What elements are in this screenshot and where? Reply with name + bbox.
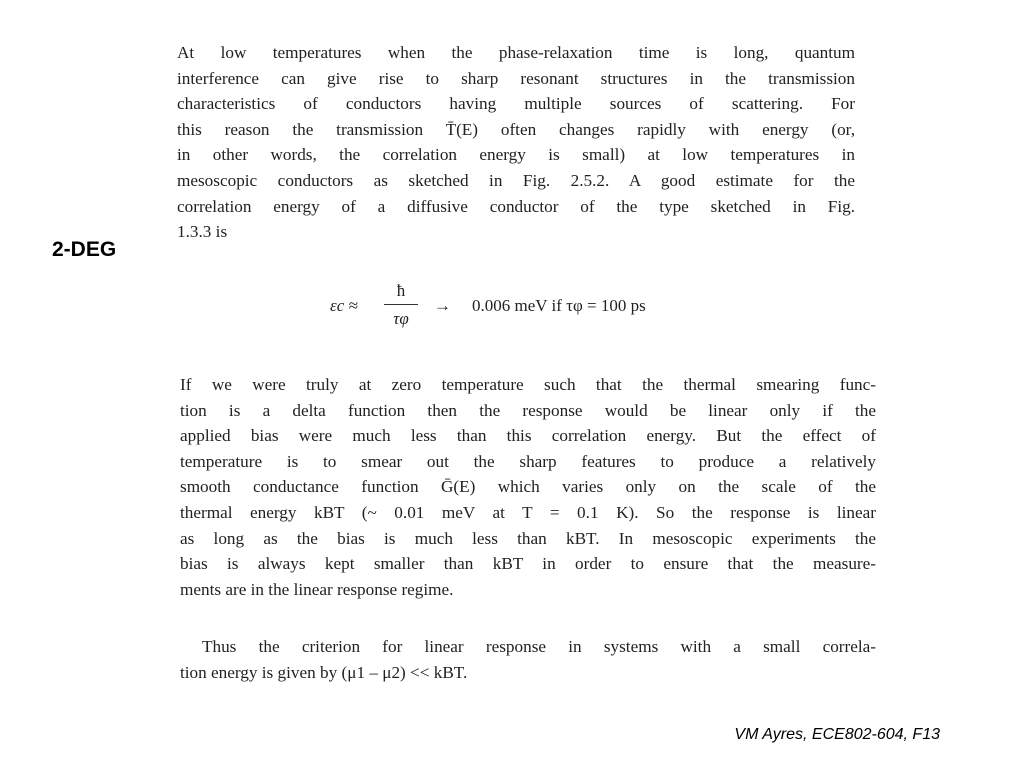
text-line: thermal energy kBT (~ 0.01 meV at T = 0.1 K). So the response is linear — [180, 502, 876, 522]
paragraph-zero-temperature — [180, 372, 876, 602]
equation-fraction — [384, 280, 418, 331]
fraction-denominator: τφ — [393, 309, 409, 328]
arrow-icon: → — [434, 296, 451, 315]
side-label: 2-DEG — [52, 238, 117, 261]
text-line: bias is always kept smaller than kBT in order to ensure that the measure- — [180, 554, 876, 574]
text-line: At low temperatures when the phase-relaxation time is long, quantum — [177, 43, 855, 62]
text-line: ments are in the linear response regime. — [180, 579, 454, 599]
paragraph-phase-relaxation — [177, 40, 855, 245]
text-line: characteristics of conductors having multiple sources of scattering. For — [177, 94, 855, 114]
text-line: applied bias were much less than this correlation energy. But the effect of — [180, 426, 876, 446]
text-line: 1.3.3 is — [177, 222, 228, 242]
fraction-numerator: ħ — [396, 281, 406, 300]
text-line: in other words, the correlation energy is small) at low temperatures in — [177, 145, 855, 165]
text-line: interference can give rise to sharp resonant structures in the transmission — [177, 68, 855, 88]
text-line: smooth conductance function Ḡ(E) which varies only on the scale of the — [180, 477, 876, 497]
text-line: tion energy is given by (μ1 – μ2) << kBT. — [180, 662, 468, 682]
correlation-energy-equation — [330, 280, 710, 336]
equation-lhs: εc ≈ — [330, 296, 358, 315]
equation-rhs: 0.006 meV if τφ = 100 ps — [472, 296, 646, 315]
text-line: mesoscopic conductors as sketched in Fig. 2.5.2. A good estimate for the — [177, 170, 855, 190]
fraction-bar — [384, 304, 418, 305]
text-line: If we were truly at zero temperature such that the thermal smearing func- — [180, 375, 876, 394]
text-line: this reason the transmission T̄(E) often changes rapidly with energy (or, — [177, 119, 855, 139]
text-line: as long as the bias is much less than kBT. In mesoscopic experiments the — [180, 528, 876, 548]
text-line: tion is a delta function then the response would be linear only if the — [180, 400, 876, 420]
text-line: correlation energy of a diffusive conductor of the type sketched in Fig. — [177, 196, 855, 216]
footer-credit: VM Ayres, ECE802-604, F13 — [734, 726, 940, 743]
paragraph-criterion — [180, 634, 876, 685]
text-line: temperature is to smear out the sharp features to produce a relatively — [180, 451, 876, 471]
text-line: Thus the criterion for linear response in systems with a small correla- — [202, 637, 876, 656]
